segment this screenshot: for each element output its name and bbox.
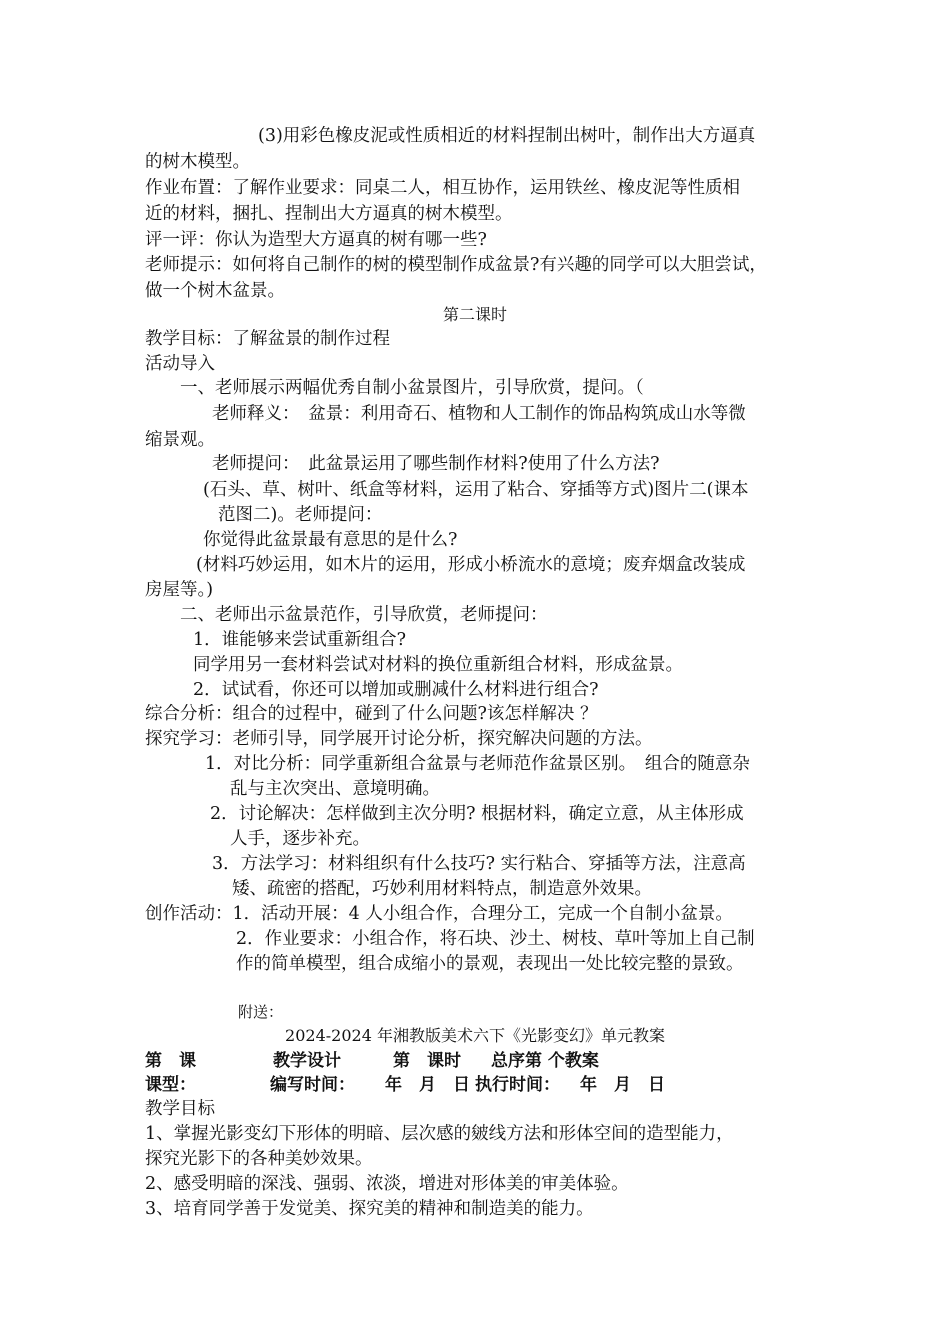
text-line: 创作活动：1．活动开展：4 人小组合作，合理分工，完成一个自制小盆景。 [145, 904, 733, 924]
header-design: 教学设计 [273, 1051, 341, 1071]
text-line: 探究光影下的各种美妙效果。 [145, 1149, 373, 1169]
header-exec-date: 年 月 日 [580, 1075, 665, 1095]
text-line: 3．方法学习：材料组织有什么技巧? 实行粘合、穿插等方法，注意高 [212, 854, 746, 874]
header-lesson: 第 课 [145, 1051, 196, 1071]
text-line: (3)用彩色橡皮泥或性质相近的材料捏制出树叶，制作出大方逼真 [258, 126, 756, 146]
text-line: 你觉得此盆景最有意思的是什么? [203, 530, 458, 550]
text-line: 人手，逐步补充。 [230, 829, 370, 849]
text-line: 2．作业要求：小组合作，将石块、沙土、树枝、草叶等加上自己制 [236, 929, 755, 949]
header-period: 第 课时 [393, 1051, 461, 1071]
text-line: 二、老师出示盆景范作，引导欣赏，老师提问： [180, 605, 548, 625]
header-write-time: 编写时间： [270, 1075, 355, 1095]
text-line: 作的简单模型，组合成缩小的景观，表现出一处比较完整的景致。 [236, 954, 744, 974]
text-line: (材料巧妙运用，如木片的运用，形成小桥流水的意境；废弃烟盒改装成 [196, 555, 746, 575]
text-line: 一、老师展示两幅优秀自制小盆景图片，引导欣赏，提问。（ [180, 378, 644, 398]
text-line: 近的材料，捆扎、捏制出大方逼真的树木模型。 [145, 204, 513, 224]
text-line: 3、培育同学善于发觉美、探究美的精神和制造美的能力。 [145, 1199, 594, 1219]
text-line: 教学目标 [145, 1099, 215, 1119]
text-line: 2．讨论解决：怎样做到主次分明? 根据材料，确定立意，从主体形成 [210, 804, 744, 824]
text-line: 2．试试看，你还可以增加或删减什么材料进行组合? [193, 680, 599, 700]
text-line: 的树木模型。 [145, 152, 250, 172]
header-sequence: 总序第 个教案 [491, 1051, 599, 1071]
header-type: 课型： [145, 1075, 196, 1095]
text-line: 房屋等。) [145, 580, 214, 600]
text-line: 缩景观。 [145, 430, 215, 450]
appendix-title: 2024-2024 年湘教版美术六下《光影变幻》单元教案 [285, 1026, 665, 1045]
text-line: 同学用另一套材料尝试对材料的换位重新组合材料，形成盆景。 [193, 655, 683, 675]
text-line: 2、感受明暗的深浅、强弱、浓淡，增进对形体美的审美体验。 [145, 1174, 629, 1194]
text-line: 老师提问： 此盆景运用了哪些制作材料?使用了什么方法? [212, 454, 660, 474]
text-line: 范图二)。老师提问： [218, 505, 383, 525]
text-line: 做一个树木盆景。 [145, 281, 285, 301]
text-line: 老师提示：如何将自己制作的树的模型制作成盆景?有兴趣的同学可以大胆尝试， [145, 255, 767, 275]
text-line: 综合分析：组合的过程中，碰到了什么问题?该怎样解决 ？ [145, 704, 598, 724]
text-line: 1、掌握光影变幻下形体的明暗、层次感的皴线方法和形体空间的造型能力， [145, 1124, 734, 1144]
header-write-date: 年 月 日 [385, 1075, 470, 1095]
text-line: (石头、草、树叶、纸盒等材料，运用了粘合、穿插等方式)图片二(课本 [203, 480, 749, 500]
text-line: 1．谁能够来尝试重新组合? [193, 630, 407, 650]
header-exec-time: 执行时间： [475, 1075, 560, 1095]
text-line: 教学目标：了解盆景的制作过程 [145, 329, 390, 349]
text-line: 老师释义： 盆景：利用奇石、植物和人工制作的饰品构筑成山水等微 [212, 404, 746, 424]
text-line: 评一评：你认为造型大方逼真的树有哪一些? [145, 230, 487, 250]
text-line: 乱与主次突出、意境明确。 [230, 779, 440, 799]
text-line: 探究学习：老师引导，同学展开讨论分析，探究解决问题的方法。 [145, 729, 653, 749]
lesson-title: 第二课时 [442, 305, 507, 324]
appendix-label: 附送： [238, 1003, 284, 1021]
text-line: 作业布置：了解作业要求：同桌二人，相互协作，运用铁丝、橡皮泥等性质相 [145, 178, 740, 198]
text-line: 1．对比分析：同学重新组合盆景与老师范作盆景区别。 组合的随意杂 [205, 754, 750, 774]
text-line: 活动导入 [145, 354, 215, 374]
text-line: 矮、疏密的搭配，巧妙利用材料特点，制造意外效果。 [232, 879, 652, 899]
